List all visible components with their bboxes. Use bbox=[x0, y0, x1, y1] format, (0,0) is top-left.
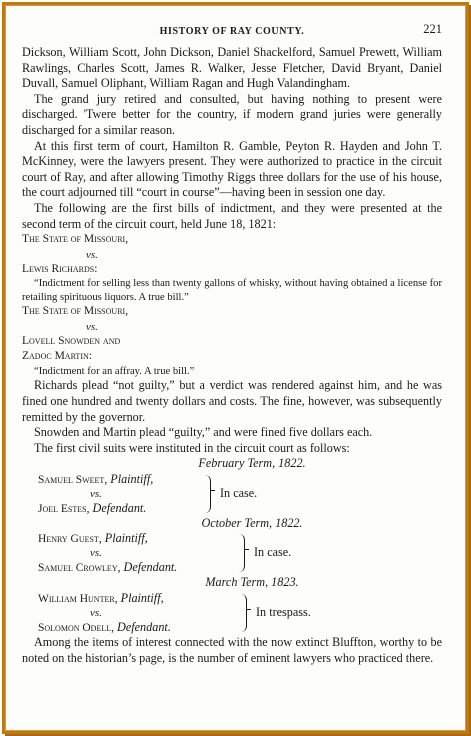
civil-suit bbox=[22, 456, 442, 516]
indictment-vs: vs. bbox=[86, 320, 98, 333]
case-vs: vs. bbox=[90, 607, 102, 620]
paragraph-richards-verdict: Richards plead “not guilty,” but a verdict was rendered against him, and he was fined one hundred and twenty dollars and costs. The fine, however, was subsequently remitted by the governor. bbox=[22, 378, 442, 424]
brace bbox=[240, 594, 247, 632]
case-caption bbox=[38, 591, 442, 635]
civil-suit bbox=[22, 516, 442, 576]
case-vs: vs. bbox=[90, 487, 102, 500]
defendant: Solomon Odell, Defendant. bbox=[38, 620, 171, 635]
paragraph-snowden-martin-plea: Snowden and Martin plead “guilty,” and were fined five dollars each. bbox=[34, 425, 373, 440]
brace bbox=[238, 534, 245, 572]
paragraph-bills-intro: The following are the first bills of indictment, and they were presented at the second term of the circuit court, held June 18, 1821: bbox=[22, 200, 442, 231]
case-caption bbox=[38, 472, 442, 516]
paragraph-bluffton-lawyers: Among the items of interest connected with the now extinct Bluffton, worthy to be noted on the historian’s page, is the number of eminent lawyers who practiced there. bbox=[22, 635, 442, 665]
indictment-snowden-martin bbox=[22, 304, 442, 378]
indictment-plaintiff: The State of Missouri, bbox=[22, 305, 129, 318]
book-page bbox=[22, 22, 442, 666]
defendant: Samuel Crowley, Defendant. bbox=[38, 560, 178, 575]
indictment-defendant: Lewis Richards: bbox=[22, 262, 98, 275]
case-type: In case. bbox=[254, 545, 292, 560]
paragraph-first-term-lawyers: At this first term of court, Hamilton R. Gamble, Peyton R. Hayden and John T. McKinney, were the lawyers present. They were authorized to practice in the circuit court of Ray, and after allowing Timothy Riggs three dollars for the use of his house, the court adjourned till “court in course”—having been in session one day. bbox=[22, 138, 442, 200]
case-type: In case. bbox=[220, 485, 258, 500]
indictment-vs: vs. bbox=[86, 248, 98, 261]
running-title: HISTORY OF RAY COUNTY. bbox=[159, 26, 305, 37]
brace bbox=[204, 475, 211, 513]
plaintiff: William Hunter, Plaintiff, bbox=[38, 591, 164, 606]
indictment-charge: “Indictment for an affray. A true bill.” bbox=[34, 365, 195, 377]
plaintiff: Samuel Sweet, Plaintiff, bbox=[38, 471, 154, 486]
court-term: March Term, 1823. bbox=[205, 575, 299, 590]
case-vs: vs. bbox=[90, 547, 102, 560]
plaintiff: Henry Guest, Plaintiff, bbox=[38, 531, 148, 546]
defendant: Joel Estes, Defendant. bbox=[38, 500, 147, 515]
running-header bbox=[22, 22, 442, 38]
indictment-defendant: Zadoc Martin: bbox=[22, 350, 92, 363]
page-number: 221 bbox=[423, 22, 442, 36]
paragraph-civil-suits-intro: The first civil suits were instituted in the circuit court as follows: bbox=[34, 440, 350, 455]
indictment-richards bbox=[22, 232, 442, 304]
paragraph-grand-jury-list: Dickson, William Scott, John Dickson, Daniel Shackelford, Samuel Prewett, William Rawlings, Charles Scott, James R. Walker, Jesse Fletcher, David Bryant, Daniel Duvall, Samuel Oliphant, William Ragan and Hugh Valandingham. bbox=[22, 45, 442, 91]
case-type: In trespass. bbox=[256, 605, 311, 620]
indictment-charge: “Indictment for selling less than twenty gallons of whisky, without having obtained a license for retailing spirituous liquors. A true bill.” bbox=[22, 278, 442, 303]
indictment-plaintiff: The State of Missouri, bbox=[22, 233, 129, 246]
case-caption bbox=[38, 531, 442, 575]
civil-suit bbox=[22, 575, 442, 635]
court-term: February Term, 1822. bbox=[198, 456, 306, 471]
court-term: October Term, 1822. bbox=[201, 515, 303, 530]
paragraph-grand-jury-discharged: The grand jury retired and consulted, but having nothing to present were discharged. 'Twere better for the country, if modern grand juries were generally discharged for a similar reason. bbox=[22, 91, 442, 137]
indictment-defendant: Lovell Snowden and bbox=[22, 334, 121, 347]
